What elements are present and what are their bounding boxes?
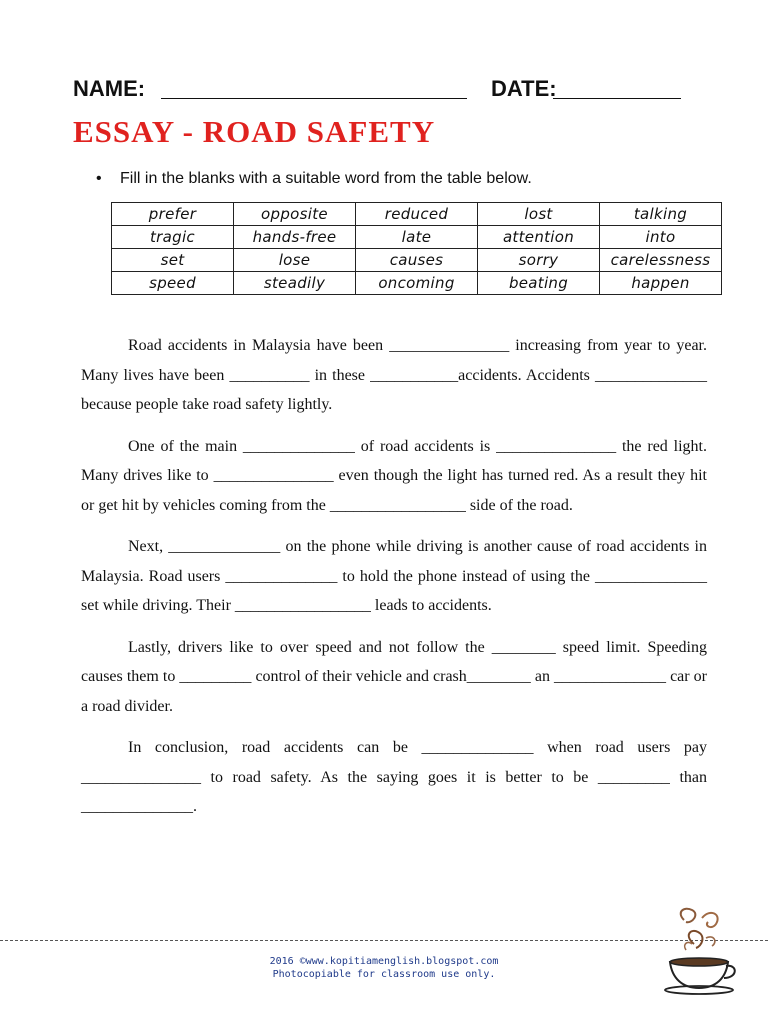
- table-row: [112, 226, 722, 249]
- word-cell: reduced: [356, 203, 478, 226]
- word-cell: oncoming: [356, 272, 478, 295]
- essay-paragraph-1: Road accidents in Malaysia have been _______________ increasing from year to year. Many lives have been __________ in these ___________accidents. Accidents ______________ because people take road safety lightly.: [81, 337, 707, 413]
- date-label: DATE:: [491, 76, 557, 101]
- word-cell: causes: [356, 249, 478, 272]
- word-cell: into: [600, 226, 722, 249]
- word-cell: attention: [478, 226, 600, 249]
- essay-paragraph-3: Next, ______________ on the phone while driving is another cause of road accidents in Malaysia. Road users ______________ to hold the phone instead of using the ______________ set while driving. Their _________________ leads to accidents.: [81, 538, 707, 614]
- word-bank-table: [111, 202, 722, 295]
- essay-paragraph-2: One of the main ______________ of road accidents is _______________ the red light. Many drives like to _______________ even though the light has turned red. As a result they hit or get hit by vehicles coming from the _________________ side of the road.: [81, 437, 707, 514]
- instruction: [96, 170, 532, 188]
- word-cell: steadily: [234, 272, 356, 295]
- date-blank-line[interactable]: [553, 98, 681, 99]
- word-cell: prefer: [112, 203, 234, 226]
- bullet-icon: •: [96, 170, 102, 187]
- footer: [200, 955, 568, 981]
- essay-paragraph-4: Lastly, drivers like to over speed and not follow the ________ speed limit. Speeding causes them to _________ control of their vehicle and crash________ an ______________ car or a road divider.: [81, 638, 707, 715]
- essay-paragraph-5: In conclusion, road accidents can be ______________ when road users pay _______________ to road safety. As the saying goes it is better to be _________ than ______________.: [81, 739, 707, 815]
- footer-divider: [0, 940, 768, 941]
- word-cell: late: [356, 226, 478, 249]
- essay-body: [81, 331, 707, 834]
- coffee-cup-icon: [662, 904, 740, 996]
- name-label: NAME:: [73, 76, 146, 101]
- word-cell: speed: [112, 272, 234, 295]
- word-cell: hands-free: [234, 226, 356, 249]
- word-cell: happen: [600, 272, 722, 295]
- word-cell: lost: [478, 203, 600, 226]
- table-row: [112, 203, 722, 226]
- word-cell: talking: [600, 203, 722, 226]
- word-cell: carelessness: [600, 249, 722, 272]
- footer-note: Photocopiable for classroom use only.: [272, 969, 496, 980]
- word-cell: opposite: [234, 203, 356, 226]
- footer-copyright: 2016 ©www.kopitiamenglish.blogspot.com: [269, 956, 499, 967]
- instruction-text: Fill in the blanks with a suitable word from the table below.: [120, 170, 532, 187]
- page-title: ESSAY - ROAD SAFETY: [73, 114, 436, 149]
- word-cell: tragic: [112, 226, 234, 249]
- word-cell: lose: [234, 249, 356, 272]
- table-row: [112, 249, 722, 272]
- name-blank-line[interactable]: [161, 98, 467, 99]
- table-row: [112, 272, 722, 295]
- name-date-header: [73, 72, 693, 106]
- word-cell: set: [112, 249, 234, 272]
- word-cell: beating: [478, 272, 600, 295]
- word-cell: sorry: [478, 249, 600, 272]
